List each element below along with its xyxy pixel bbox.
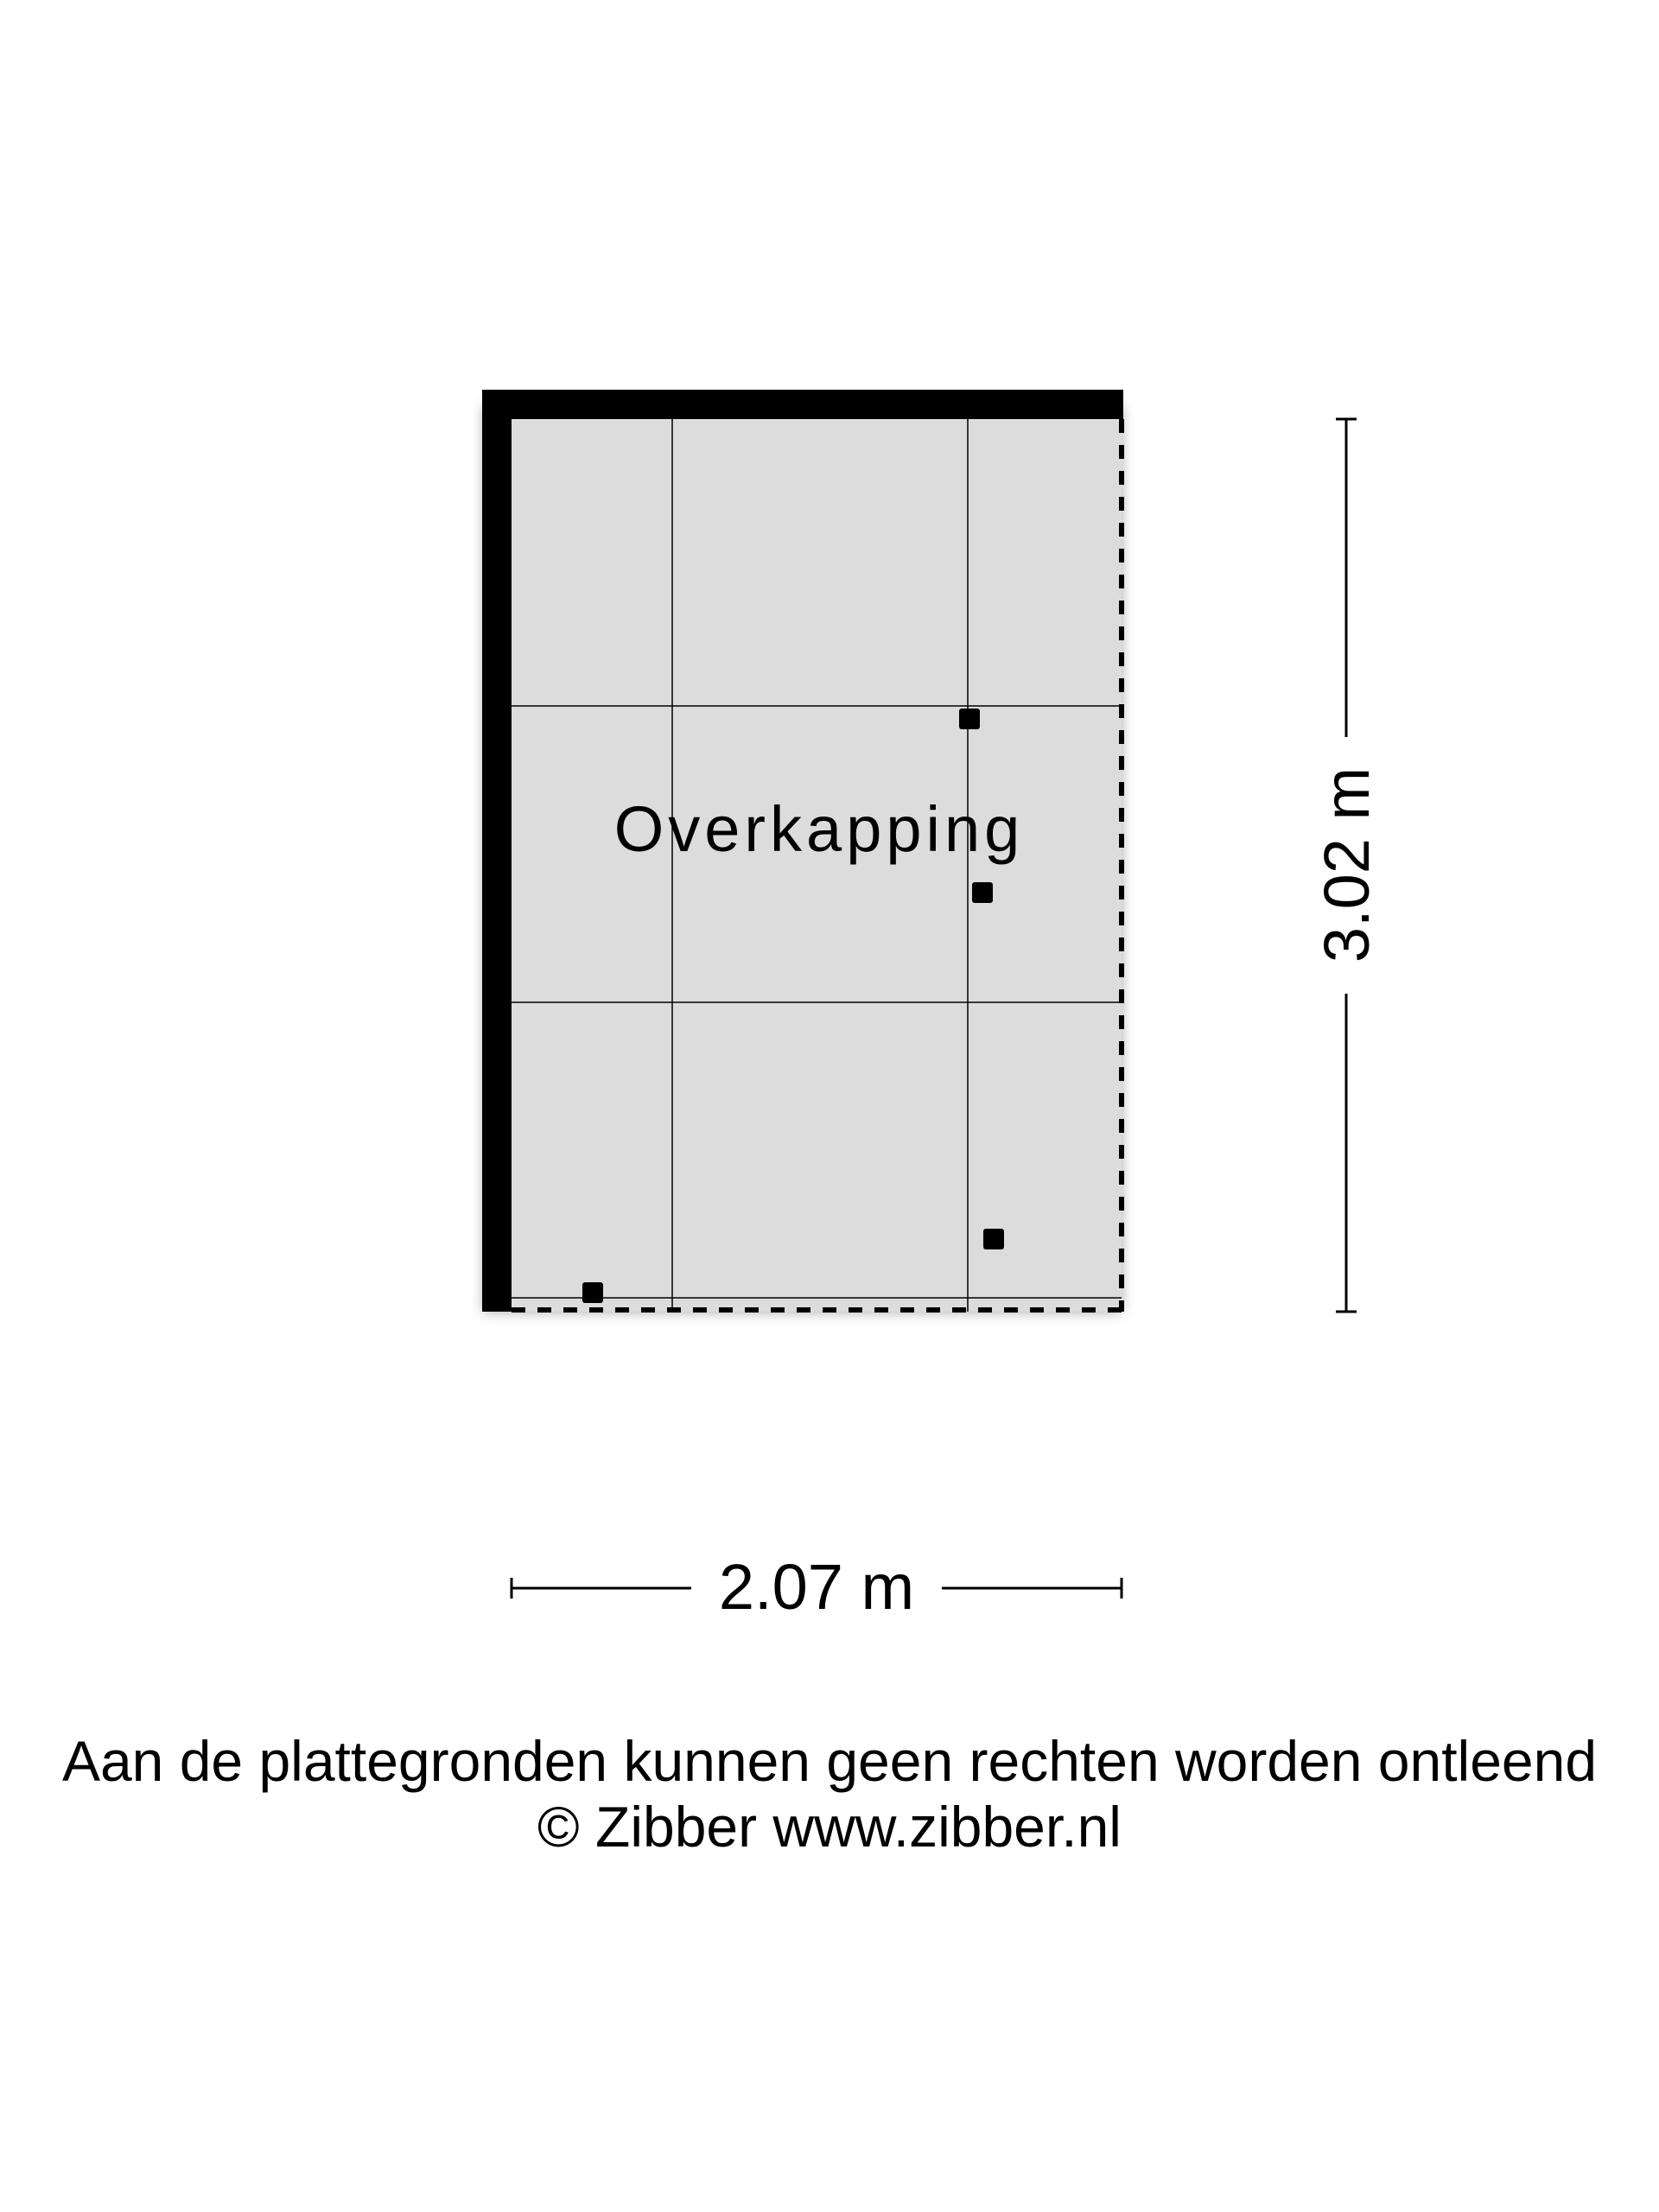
height-dimension-label: 3.02 m	[1311, 766, 1382, 963]
wall-left	[482, 390, 512, 1312]
post-marker	[972, 882, 993, 903]
copyright-text: © Zibber www.zibber.nl	[537, 1795, 1122, 1859]
post-marker	[959, 709, 980, 729]
wall-top	[482, 390, 1123, 419]
width-dimension-label: 2.07 m	[718, 1551, 915, 1623]
disclaimer-text: Aan de plattegronden kunnen geen rechten worden ontleend	[61, 1729, 1598, 1793]
post-marker	[582, 1282, 603, 1303]
room-label: Overkapping	[613, 793, 1025, 865]
post-marker	[983, 1229, 1004, 1249]
